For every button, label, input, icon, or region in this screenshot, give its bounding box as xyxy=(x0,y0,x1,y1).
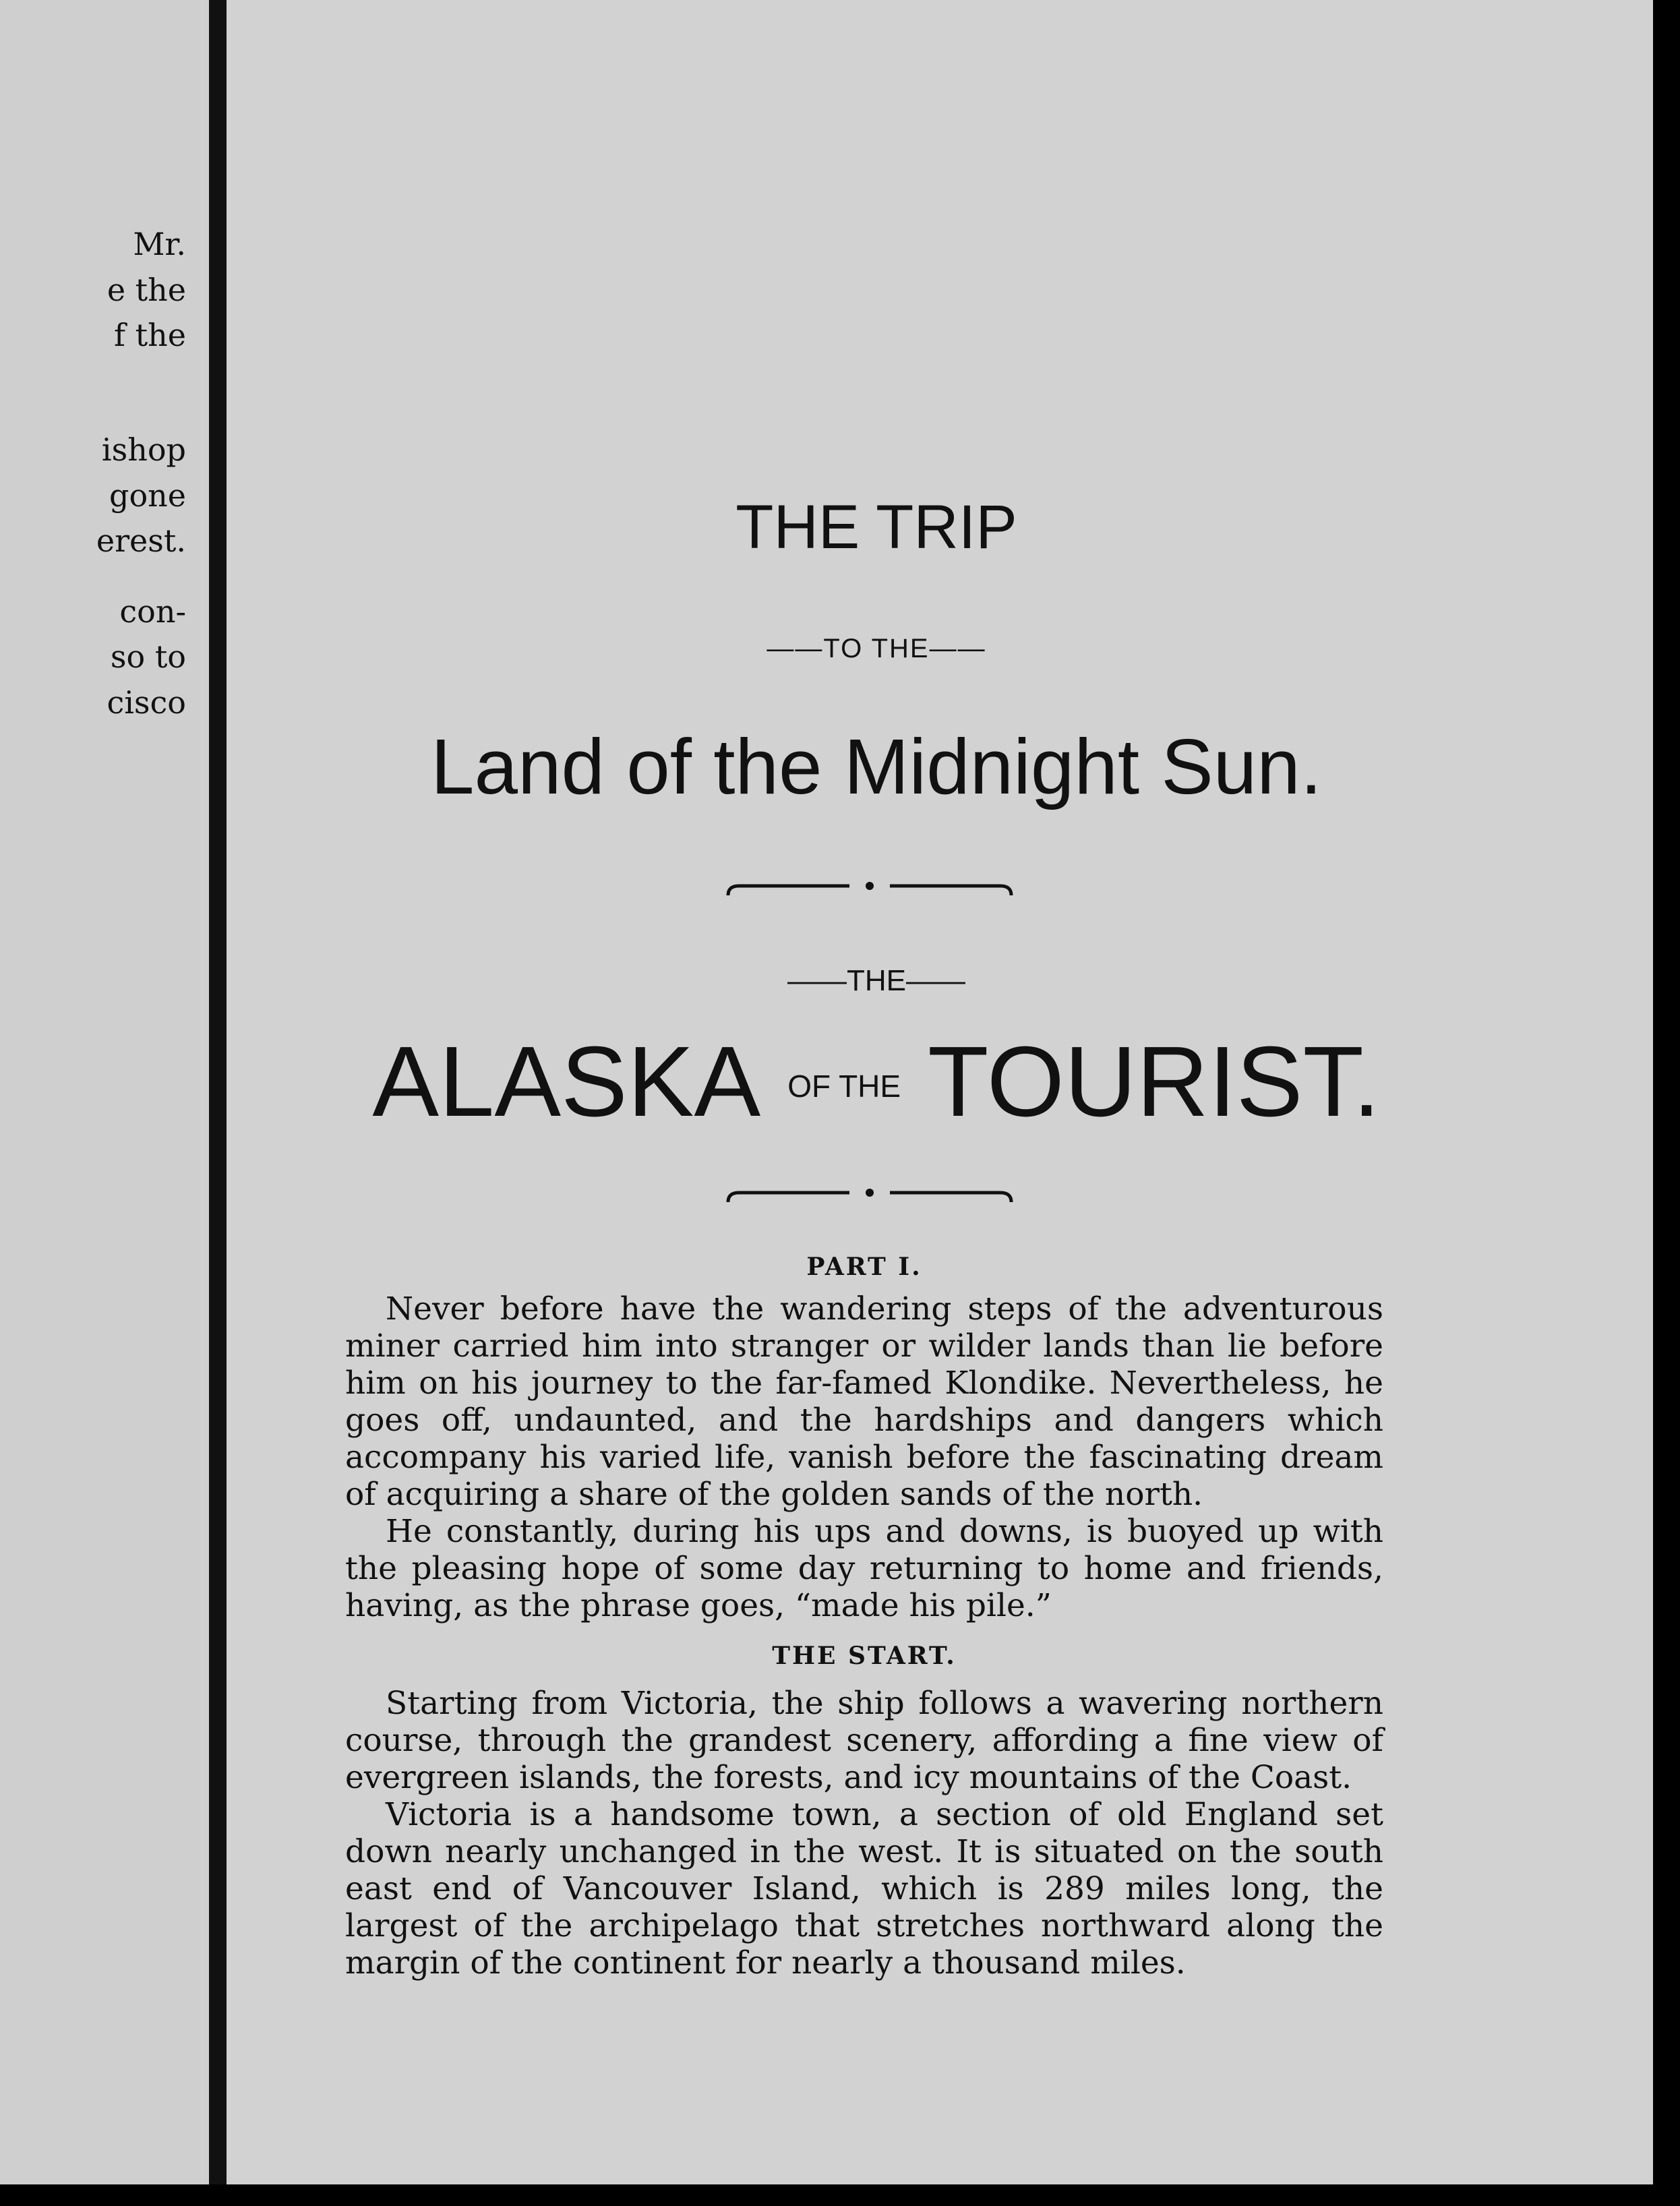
left-fragment-text: so to xyxy=(110,638,186,675)
left-page-fragment xyxy=(0,0,209,2184)
title-tourist: TOURIST. xyxy=(928,1026,1381,1137)
article-body xyxy=(345,1253,1383,1981)
title-of-the: OF THE xyxy=(787,1069,901,1104)
paragraph: He constantly, during his ups and downs, is buoyed up with the pleasing hope of some day returning to home and friends, having, as the phrase goes, “made his pile.” xyxy=(345,1513,1383,1624)
title-to-the: ——TO THE—— xyxy=(767,634,986,663)
title-alaska-of-the-tourist xyxy=(337,1025,1416,1139)
left-fragment-text: e the xyxy=(107,272,186,308)
left-fragment-text: cisco xyxy=(107,684,186,721)
section-heading: THE START. xyxy=(772,1642,957,1670)
title-the: ——THE—— xyxy=(787,964,965,997)
ornament-divider xyxy=(721,876,1018,903)
title-the-trip: THE TRIP xyxy=(736,493,1017,562)
ornament-divider xyxy=(721,1183,1018,1210)
scan-border-bottom xyxy=(0,2184,1680,2206)
paragraph: Starting from Victoria, the ship follows a wavering northern course, through the grandest scenery, affording a fine view of evergreen islands, the forests, and icy mountains of the Coast. xyxy=(345,1685,1383,1796)
scan-border-right xyxy=(1653,0,1680,2206)
left-fragment-text: ishop xyxy=(101,431,186,468)
left-fragment-text: con- xyxy=(119,593,186,630)
left-fragment-text: f the xyxy=(114,317,186,353)
paragraph: Victoria is a handsome town, a section of old England set down nearly unchanged in the west. It is situated on the south east end of Vancouver Island, which is 289 miles long, the largest of the archipelago that stretches northward along the margin of the continent for nearly a thousand miles. xyxy=(345,1796,1383,1981)
paragraph: Never before have the wandering steps of the adventurous miner carried him into stranger or wilder lands than lie before him on his journey to the far-famed Klondike. Nevertheless, he goes off, undaunted, and the hardships and dangers which accompany his varied life, vanish before the fascinating dream of acquiring a share of the golden sands of the north. xyxy=(345,1290,1383,1513)
book-spine-gutter xyxy=(209,0,227,2184)
left-fragment-text: Mr. xyxy=(133,226,186,262)
left-fragment-text: erest. xyxy=(96,523,186,559)
title-land-of-midnight-sun: Land of the Midnight Sun. xyxy=(430,723,1323,810)
left-fragment-text: gone xyxy=(109,477,186,514)
title-alaska: ALASKA xyxy=(372,1026,761,1137)
part-heading: PART I. xyxy=(806,1253,922,1281)
